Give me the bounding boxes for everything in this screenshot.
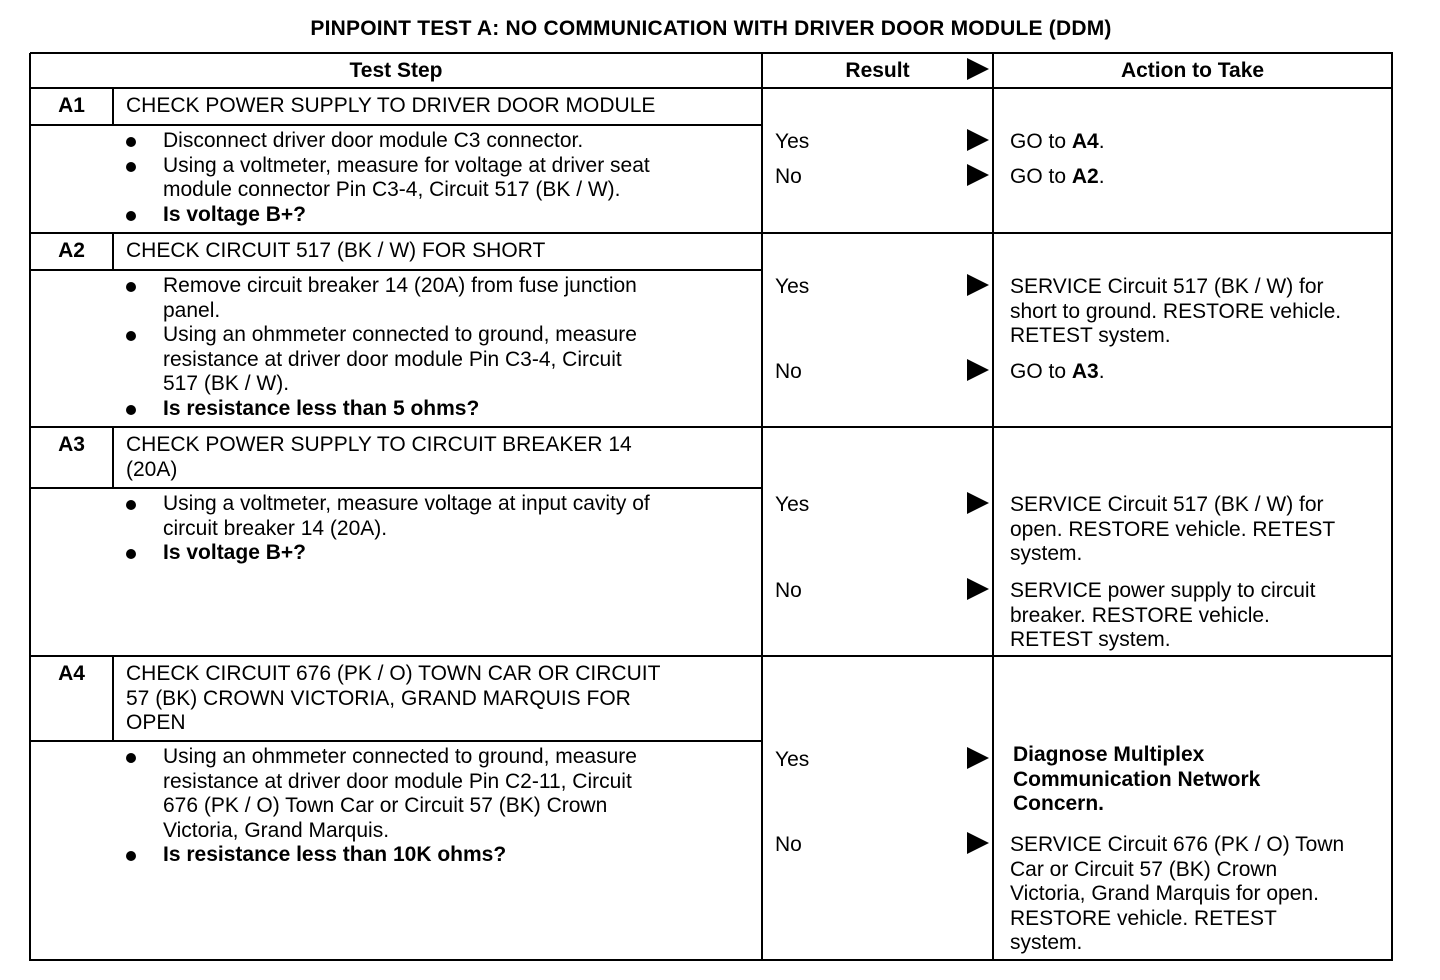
action-text: . bbox=[1098, 165, 1105, 188]
action-text: GO to bbox=[1010, 130, 1072, 153]
target-step: A2 bbox=[1071, 165, 1099, 188]
step-heading: 57 (BK) CROWN VICTORIA, GRAND MARQUIS FOR bbox=[126, 686, 631, 710]
action-text: system. bbox=[1010, 542, 1083, 565]
bullet-icon bbox=[126, 211, 136, 221]
column-divider bbox=[992, 53, 994, 961]
bullet-icon bbox=[126, 162, 136, 172]
action-text: Victoria, Grand Marquis for open. bbox=[1010, 882, 1319, 905]
step-instruction: Remove circuit breaker 14 (20A) from fuse junction bbox=[163, 274, 637, 297]
result-label: No bbox=[775, 833, 802, 856]
action-text: . bbox=[1098, 130, 1105, 153]
bullet-icon bbox=[126, 753, 136, 763]
step-id: A3 bbox=[58, 433, 85, 456]
step-instruction: 676 (PK / O) Town Car or Circuit 57 (BK) Crown bbox=[163, 794, 608, 817]
target-step: A4 bbox=[1071, 130, 1099, 153]
result-arrow-icon bbox=[967, 492, 989, 514]
step-instruction: Victoria, Grand Marquis. bbox=[163, 818, 390, 842]
page-title: PINPOINT TEST A: NO COMMUNICATION WITH DRIVER DOOR MODULE (DDM) bbox=[310, 17, 1112, 40]
header-result: Result bbox=[845, 59, 910, 82]
result-arrow-icon bbox=[967, 832, 989, 854]
step-heading: CHECK POWER SUPPLY TO CIRCUIT BREAKER 14 bbox=[126, 433, 632, 456]
action-text: system. bbox=[1010, 931, 1083, 954]
bullet-icon bbox=[126, 282, 136, 292]
step-instruction: Using an ohmmeter connected to ground, measure bbox=[163, 745, 637, 768]
bullet-icon bbox=[126, 405, 136, 415]
step-heading: CHECK CIRCUIT 517 (BK / W) FOR SHORT bbox=[126, 239, 546, 262]
action-text: SERVICE power supply to circuit bbox=[1010, 579, 1316, 602]
table-rule bbox=[30, 87, 1393, 89]
action-text: RETEST system. bbox=[1010, 324, 1171, 347]
action-text: . bbox=[1098, 360, 1105, 383]
header-action: Action to Take bbox=[1120, 59, 1265, 82]
column-divider bbox=[761, 53, 763, 961]
step-instruction: panel. bbox=[163, 298, 221, 322]
result-arrow-icon bbox=[967, 129, 989, 151]
result-label: No bbox=[775, 360, 802, 383]
step-question: Is voltage B+? bbox=[163, 202, 306, 226]
step-question: Is voltage B+? bbox=[163, 541, 306, 564]
step-question: Is resistance less than 5 ohms? bbox=[163, 396, 480, 420]
result-label: No bbox=[775, 165, 802, 188]
step-heading: CHECK POWER SUPPLY TO DRIVER DOOR MODULE bbox=[126, 94, 656, 117]
result-arrow-icon bbox=[967, 58, 989, 80]
bullet-icon bbox=[126, 500, 136, 510]
action-text: open. RESTORE vehicle. RETEST bbox=[1010, 517, 1336, 541]
step-instruction: 517 (BK / W). bbox=[163, 372, 290, 395]
step-instruction: Using a voltmeter, measure voltage at input cavity of bbox=[163, 492, 650, 515]
action-text: Diagnose Multiplex bbox=[1013, 743, 1205, 766]
bullet-icon bbox=[126, 331, 136, 341]
header-test-step: Test Step bbox=[349, 59, 443, 82]
target-step: A3 bbox=[1071, 360, 1099, 383]
table-border-right bbox=[1391, 53, 1393, 961]
table-rule bbox=[30, 124, 762, 126]
step-instruction: resistance at driver door module Pin C3-4, Circuit bbox=[163, 347, 622, 371]
action-text: GO to bbox=[1010, 360, 1072, 383]
table-rule bbox=[30, 655, 1393, 657]
step-instruction: module connector Pin C3-4, Circuit 517 (BK / W). bbox=[163, 178, 621, 201]
step-question: Is resistance less than 10K ohms? bbox=[163, 843, 507, 866]
action-text bbox=[1010, 165, 1105, 190]
step-heading: (20A) bbox=[126, 457, 178, 481]
table-rule bbox=[30, 959, 1393, 961]
step-instruction: Using an ohmmeter connected to ground, measure bbox=[163, 323, 637, 346]
action-text bbox=[1010, 360, 1105, 385]
action-text: GO to bbox=[1010, 165, 1072, 188]
action-text: Car or Circuit 57 (BK) Crown bbox=[1010, 857, 1278, 881]
step-instruction: resistance at driver door module Pin C2-11, Circuit bbox=[163, 769, 632, 793]
action-text bbox=[1010, 130, 1105, 155]
action-text: RESTORE vehicle. RETEST bbox=[1010, 906, 1277, 930]
action-text: RETEST system. bbox=[1010, 628, 1171, 651]
table-rule bbox=[30, 740, 762, 742]
bullet-icon bbox=[126, 137, 136, 147]
result-label: No bbox=[775, 579, 802, 602]
table-rule bbox=[30, 232, 1393, 234]
table-rule bbox=[30, 269, 762, 271]
result-arrow-icon bbox=[967, 578, 989, 600]
result-label: Yes bbox=[775, 748, 810, 771]
action-text: breaker. RESTORE vehicle. bbox=[1010, 603, 1270, 627]
bullet-icon bbox=[126, 549, 136, 559]
bullet-icon bbox=[126, 851, 136, 861]
step-id: A2 bbox=[58, 239, 85, 262]
action-text: SERVICE Circuit 517 (BK / W) for bbox=[1010, 493, 1324, 516]
action-text: SERVICE Circuit 676 (PK / O) Town bbox=[1010, 833, 1345, 856]
step-heading: CHECK CIRCUIT 676 (PK / O) TOWN CAR OR CIRCUIT bbox=[126, 662, 661, 685]
step-instruction: circuit breaker 14 (20A). bbox=[163, 516, 388, 540]
step-instruction: Disconnect driver door module C3 connector. bbox=[163, 129, 584, 152]
result-arrow-icon bbox=[967, 164, 989, 186]
table-rule bbox=[30, 52, 1393, 54]
step-id: A4 bbox=[58, 662, 85, 685]
step-instruction: Using a voltmeter, measure for voltage at driver seat bbox=[163, 153, 650, 177]
table-rule bbox=[30, 487, 762, 489]
result-label: Yes bbox=[775, 275, 810, 298]
action-text: Communication Network bbox=[1013, 767, 1261, 791]
table-border-left bbox=[29, 53, 31, 961]
result-label: Yes bbox=[775, 130, 810, 153]
action-text: SERVICE Circuit 517 (BK / W) for bbox=[1010, 275, 1324, 298]
result-arrow-icon bbox=[967, 747, 989, 769]
step-heading: OPEN bbox=[126, 711, 186, 734]
result-arrow-icon bbox=[967, 274, 989, 296]
result-label: Yes bbox=[775, 493, 810, 516]
table-rule bbox=[30, 426, 1393, 428]
step-id: A1 bbox=[58, 94, 85, 117]
result-arrow-icon bbox=[967, 359, 989, 381]
action-text: Concern. bbox=[1013, 792, 1105, 815]
action-text: short to ground. RESTORE vehicle. bbox=[1010, 299, 1342, 323]
